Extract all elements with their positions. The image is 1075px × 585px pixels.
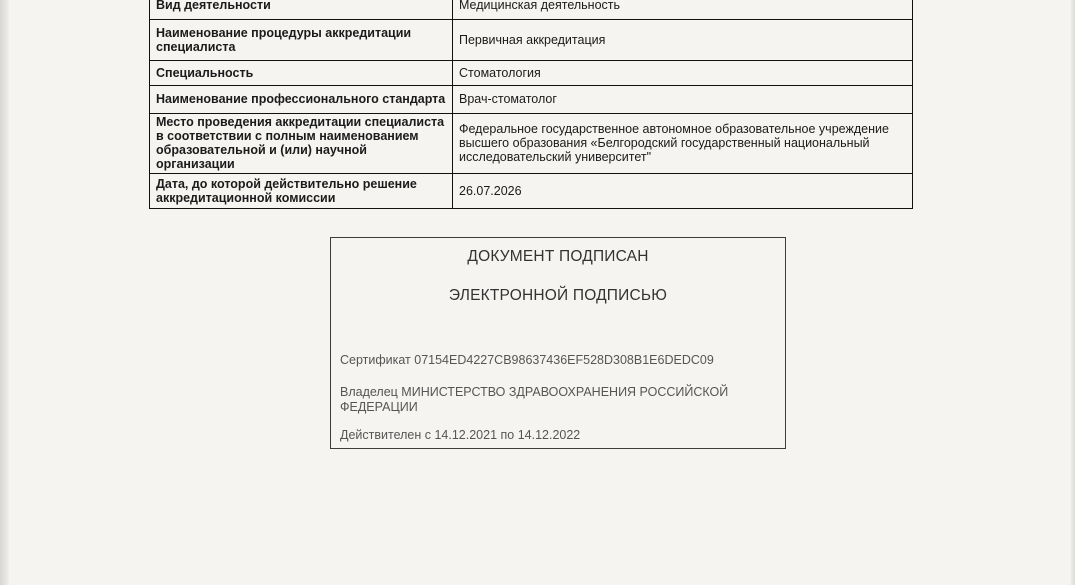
row-value: Первичная аккредитация (453, 20, 913, 61)
certificate-owner: Владелец МИНИСТЕРСТВО ЗДРАВООХРАНЕНИЯ РОССИЙСКОЙ ФЕДЕРАЦИИ (340, 385, 729, 414)
row-label: Дата, до которой действительно решение аккредитационной комиссии (150, 174, 453, 209)
electronic-signature-stamp (330, 237, 786, 449)
table-row-accreditation-place (150, 114, 913, 174)
stamp-title-line2: ЭЛЕКТРОННОЙ ПОДПИСЬЮ (448, 287, 668, 304)
page-right-edge-shadow (1070, 0, 1075, 585)
accreditation-info-table (149, 0, 913, 209)
stamp-title-line1: ДОКУМЕНТ ПОДПИСАН (467, 248, 649, 265)
row-label: Наименование профессионального стандарта (150, 86, 453, 114)
table-row-activity-type (150, 0, 913, 20)
row-label: Место проведения аккредитации специалиста в соответствии с полным наименованием образовательной и (или) научной организации (150, 114, 453, 174)
table-row-professional-standard (150, 86, 913, 114)
row-value: Врач-стоматолог (453, 86, 913, 114)
row-value: Стоматология (453, 61, 913, 86)
row-label: Вид деятельности (150, 0, 453, 20)
page-left-edge-shadow (0, 0, 9, 585)
table-row-valid-until (150, 174, 913, 209)
row-value: Медицинская деятельность (453, 0, 913, 20)
table-row-specialty (150, 61, 913, 86)
row-label: Специальность (150, 61, 453, 86)
row-label: Наименование процедуры аккредитации специалиста (150, 20, 453, 61)
table-row-procedure-name (150, 20, 913, 61)
row-value: 26.07.2026 (453, 174, 913, 209)
certificate-number: Сертификат 07154ED4227CB98637436EF528D308B1E6DEDC09 (340, 353, 714, 367)
certificate-validity: Действителен с 14.12.2021 по 14.12.2022 (340, 428, 581, 442)
row-value: Федеральное государственное автономное образовательное учреждение высшего образования «Белгородский государственный национальный исследовательский университет" (453, 114, 913, 174)
